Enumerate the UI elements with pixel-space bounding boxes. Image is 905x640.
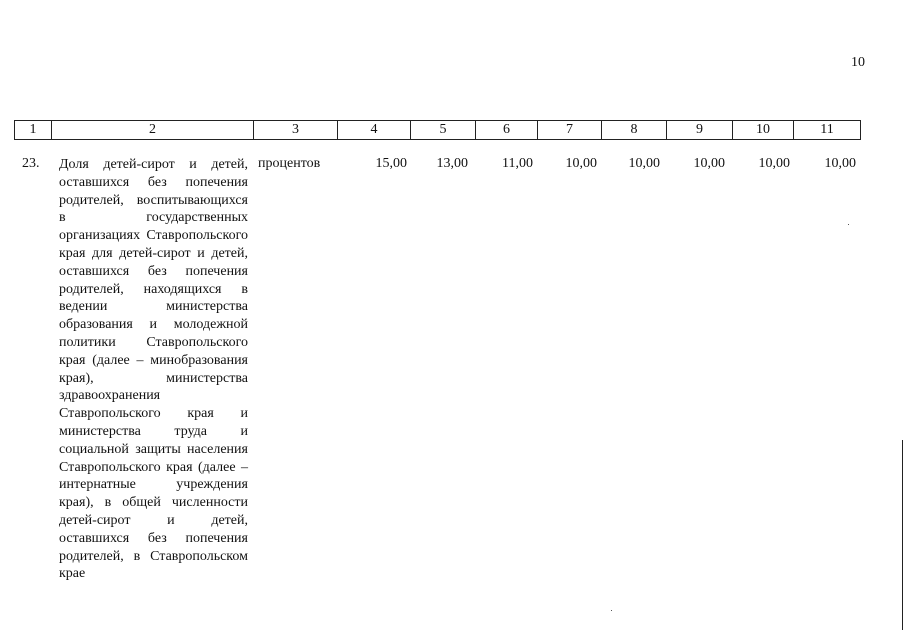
header-col-10: 10 (733, 121, 794, 140)
header-col-8: 8 (602, 121, 667, 140)
header-col-9: 9 (667, 121, 733, 140)
value-col-7: 10,00 (565, 156, 597, 171)
value-col-9: 10,00 (693, 156, 725, 171)
scan-speck (848, 224, 849, 225)
value-col-4: 15,00 (375, 156, 407, 171)
value-col-8: 10,00 (628, 156, 660, 171)
value-col-5: 13,00 (436, 156, 468, 171)
value-col-11: 10,00 (824, 156, 856, 171)
value-col-10: 10,00 (758, 156, 790, 171)
header-col-7: 7 (538, 121, 602, 140)
header-col-6: 6 (476, 121, 538, 140)
header-col-3: 3 (254, 121, 338, 140)
header-col-11: 11 (794, 121, 861, 140)
header-col-2: 2 (52, 121, 254, 140)
page-number: 10 (851, 55, 865, 70)
value-col-6: 11,00 (502, 156, 533, 171)
header-col-5: 5 (411, 121, 476, 140)
column-number-header (14, 120, 861, 140)
scan-speck (611, 610, 612, 611)
scan-edge-line (902, 440, 903, 630)
unit-of-measure: процентов (258, 156, 321, 171)
indicator-description: Доля детей-сирот и детей, оставшихся без попечения родителей, воспитывающихся в государственных организациях Ставропольского края для детей-сирот и детей, оставшихся без попечения родителей, находящихся в ведении министерства образования и молодежной политики Ставропольского края (далее – минобразования края), министерства здравоохранения Ставропольского края и министерства труда и социальной защиты населения Ставропольского края (далее – интернатные учреждения края), в общей численности детей-сирот и детей, оставшихся без попечения родителей, в Ставропольском крае (59, 157, 248, 582)
header-col-4: 4 (338, 121, 411, 140)
header-col-1: 1 (15, 121, 52, 140)
row-number: 23. (22, 156, 40, 171)
